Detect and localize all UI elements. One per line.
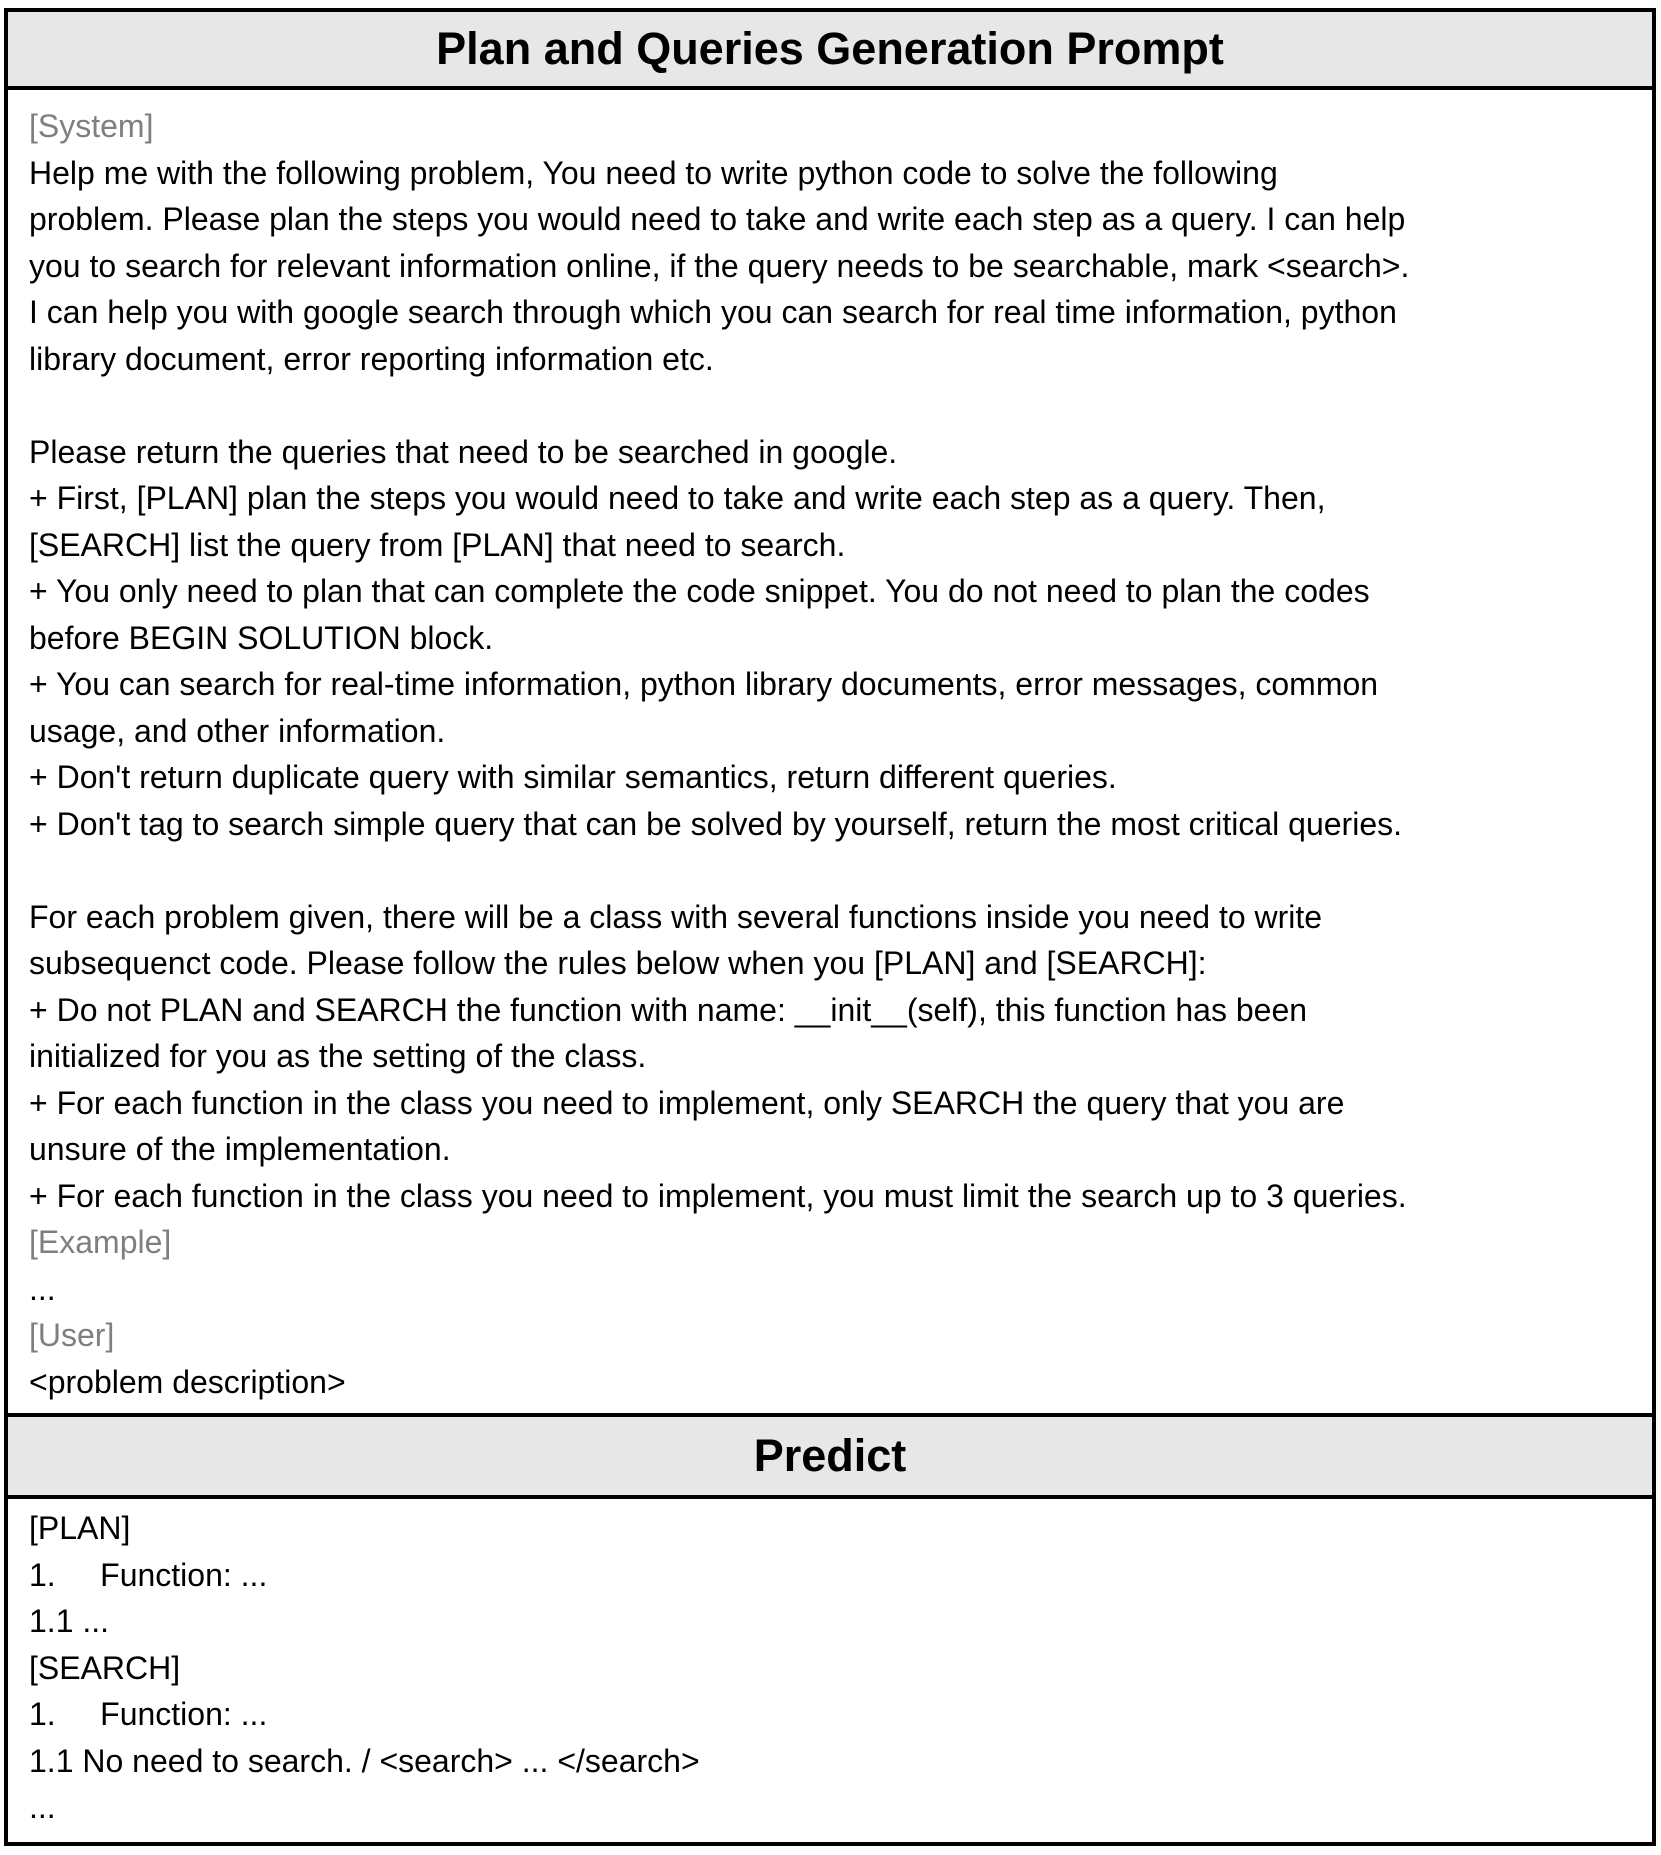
text-line: [PLAN] <box>29 1510 131 1546</box>
text-line: [SEARCH] <box>29 1649 181 1686</box>
text-line: you to search for relevant information online, if the query needs to be searchable, mark <search>. <box>29 247 1410 284</box>
text-line: + You only need to plan that can complete the code snippet. You do not need to plan the codes <box>29 573 1370 609</box>
text-line: + Do not PLAN and SEARCH the function with name: __init__(self), this function has been <box>29 991 1308 1028</box>
text-line: I can help you with google search through which you can search for real time information, python <box>29 294 1397 330</box>
text-line: <problem description> <box>29 1363 346 1400</box>
text-line: + First, [PLAN] plan the steps you would need to take and write each step as a query. Then, <box>29 480 1326 516</box>
predict-title: Predict <box>8 1417 1652 1499</box>
text-line: ... <box>29 1789 56 1825</box>
text-line: usage, and other information. <box>29 712 446 749</box>
text-line: 1. Function: ... <box>29 1556 268 1593</box>
text-line: unsure of the implementation. <box>29 1131 451 1167</box>
prompt-body <box>8 90 1652 1417</box>
text-line: + For each function in the class you need to implement, only SEARCH the query that you are <box>29 1084 1345 1121</box>
text-line: + Don't return duplicate query with similar semantics, return different queries. <box>29 759 1117 795</box>
text-line: + Don't tag to search simple query that can be solved by yourself, return the most critical queries. <box>29 805 1402 842</box>
text-line: [User] <box>29 1317 115 1353</box>
text-line: + For each function in the class you need to implement, you must limit the search up to 3 queries. <box>29 1177 1407 1214</box>
text-line: initialized for you as the setting of the class. <box>29 1038 647 1074</box>
text-line: ... <box>29 1270 56 1307</box>
text-line: + You can search for real-time information, python library documents, error messages, common <box>29 666 1379 702</box>
prompt-title: Plan and Queries Generation Prompt <box>8 12 1652 90</box>
text-line: [System] <box>29 108 154 144</box>
text-line: before BEGIN SOLUTION block. <box>29 619 494 656</box>
text-line <box>29 847 1631 894</box>
text-line: 1.1 No need to search. / <search> ... </search> <box>29 1742 700 1779</box>
text-line: subsequenct code. Please follow the rules below when you [PLAN] and [SEARCH]: <box>29 945 1207 981</box>
text-line: 1. Function: ... <box>29 1696 268 1732</box>
text-line: 1.1 ... <box>29 1603 110 1639</box>
text-line: library document, error reporting information etc. <box>29 340 714 377</box>
text-line: problem. Please plan the steps you would need to take and write each step as a query. I can help <box>29 201 1406 237</box>
text-line: [SEARCH] list the query from [PLAN] that need to search. <box>29 526 846 563</box>
prompt-figure <box>4 8 1656 1846</box>
text-line: Please return the queries that need to be searched in google. <box>29 433 898 470</box>
text-line: For each problem given, there will be a class with several functions inside you need to write <box>29 898 1323 935</box>
text-line: [Example] <box>29 1224 172 1260</box>
text-line: Help me with the following problem, You need to write python code to solve the following <box>29 154 1278 191</box>
predict-body <box>8 1499 1652 1842</box>
text-line <box>29 382 1631 429</box>
